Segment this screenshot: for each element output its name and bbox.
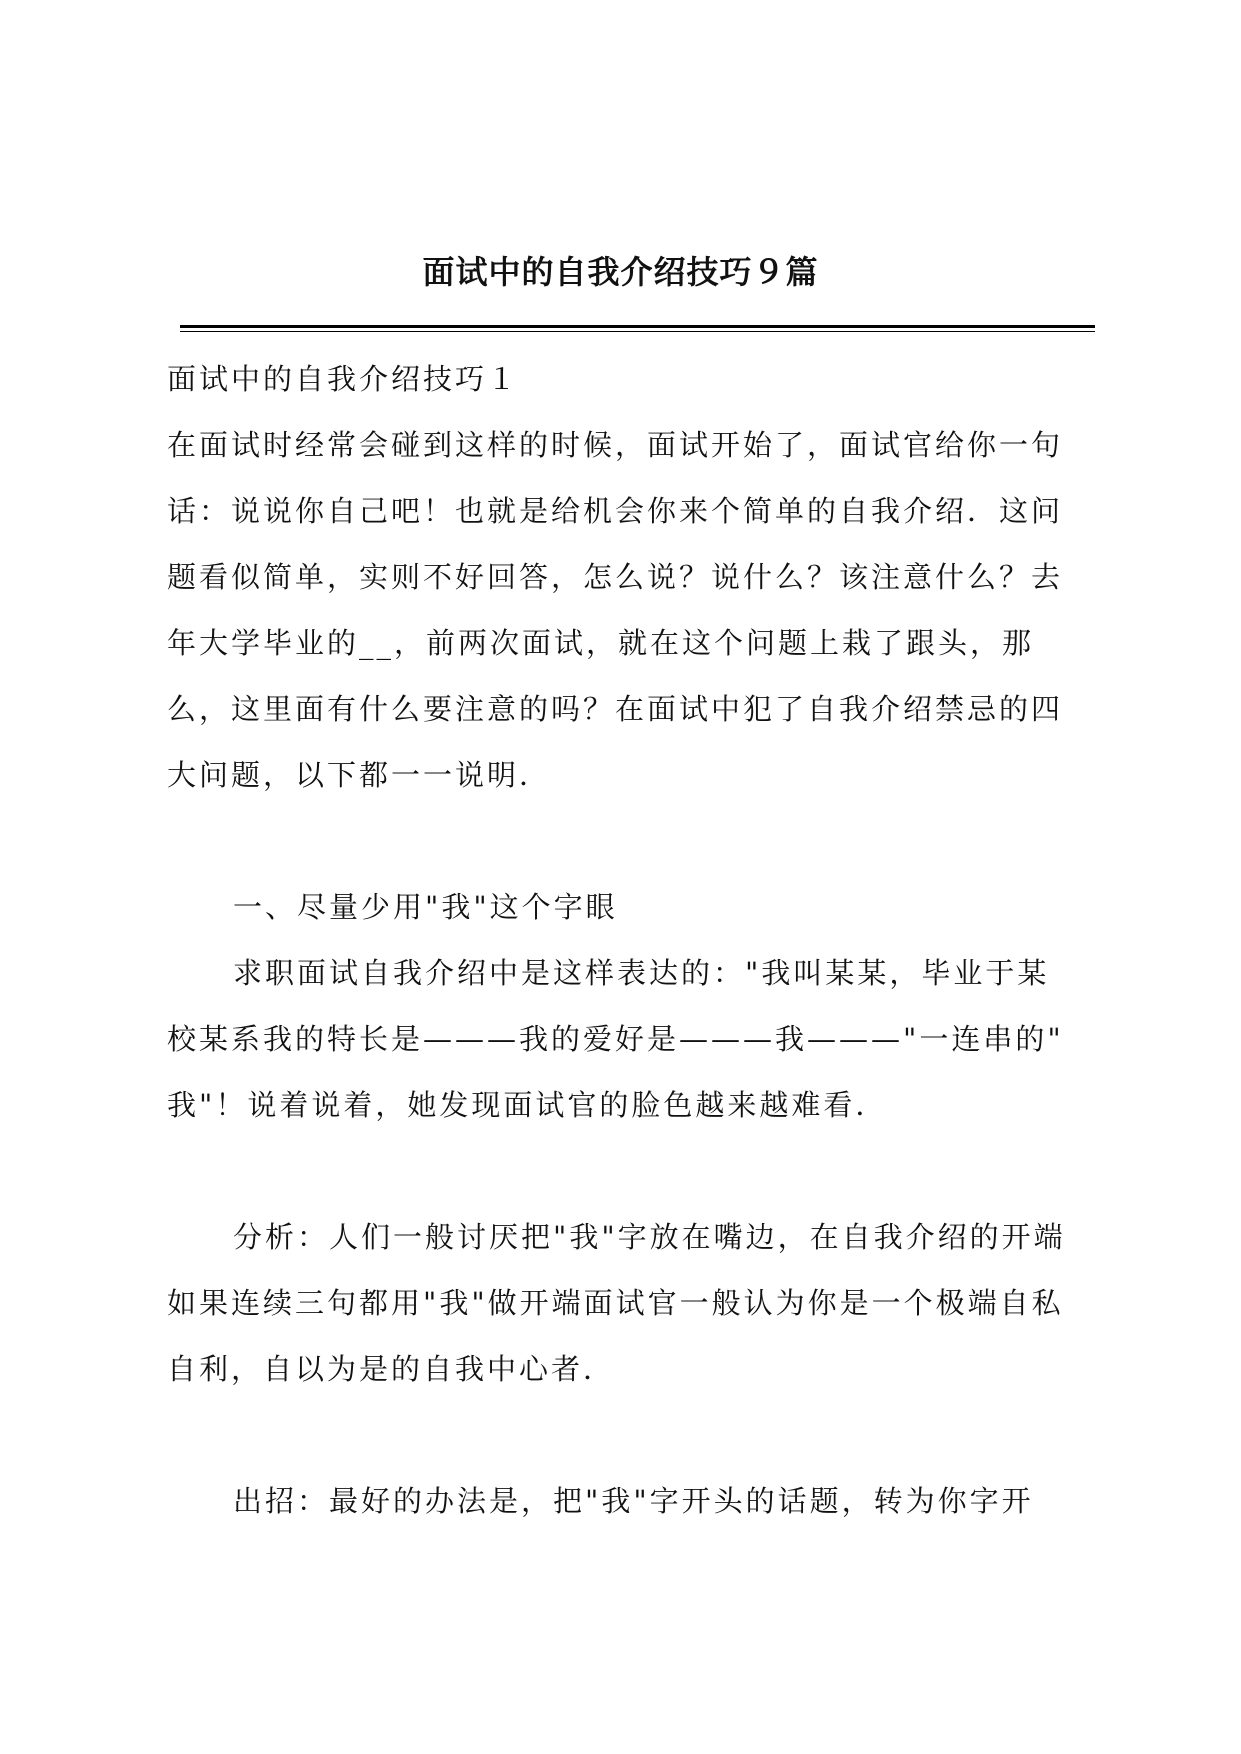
- paragraph-gap: [167, 1413, 1092, 1479]
- document-title: 面试中的自我介绍技巧９篇: [422, 253, 819, 291]
- paragraph-line: 出招：最好的办法是，把"我"字开头的话题，转为你字开: [233, 1484, 1034, 1518]
- analysis-paragraph: [167, 1215, 1092, 1413]
- paragraph-gap: [167, 819, 1092, 885]
- paragraph-gap: [167, 1149, 1092, 1215]
- paragraph-line: 求职面试自我介绍中是这样表达的："我叫某某，毕业于某: [233, 956, 1050, 990]
- paragraph-line: 题看似简单，实则不好回答，怎么说？说什么？该注意什么？去: [167, 560, 1064, 594]
- solution-paragraph: [167, 1479, 1092, 1545]
- example-paragraph: [167, 951, 1092, 1149]
- document-body: [167, 357, 1092, 1545]
- title-rule-thick: [180, 325, 1095, 328]
- section-heading: 面试中的自我介绍技巧１: [167, 362, 520, 396]
- paragraph-line: 如果连续三句都用"我"做开端面试官一般认为你是一个极端自私: [167, 1286, 1064, 1320]
- paragraph-line: 自利，自以为是的自我中心者．: [167, 1352, 616, 1386]
- intro-paragraph: [167, 423, 1092, 819]
- paragraph-line: 话：说说你自己吧！也就是给机会你来个简单的自我介绍．这问: [167, 494, 1064, 528]
- point-heading: 一、尽量少用"我"这个字眼: [233, 890, 618, 924]
- paragraph-line: 在面试时经常会碰到这样的时候，面试开始了，面试官给你一句: [167, 428, 1064, 462]
- paragraph-line: 么，这里面有什么要注意的吗？在面试中犯了自我介绍禁忌的四: [167, 692, 1064, 726]
- paragraph-line: 我"！说着说着，她发现面试官的脸色越来越难看．: [167, 1088, 888, 1122]
- paragraph-line: 分析：人们一般讨厌把"我"字放在嘴边，在自我介绍的开端: [233, 1220, 1066, 1254]
- paragraph-line: 年大学毕业的__，前两次面试，就在这个问题上栽了跟头，那: [167, 626, 1035, 660]
- paragraph-line: 校某系我的特长是———我的爱好是———我———"一连串的": [167, 1022, 1064, 1056]
- paragraph-line: 大问题，以下都一一说明．: [167, 758, 552, 792]
- title-rule-thin: [180, 331, 1095, 332]
